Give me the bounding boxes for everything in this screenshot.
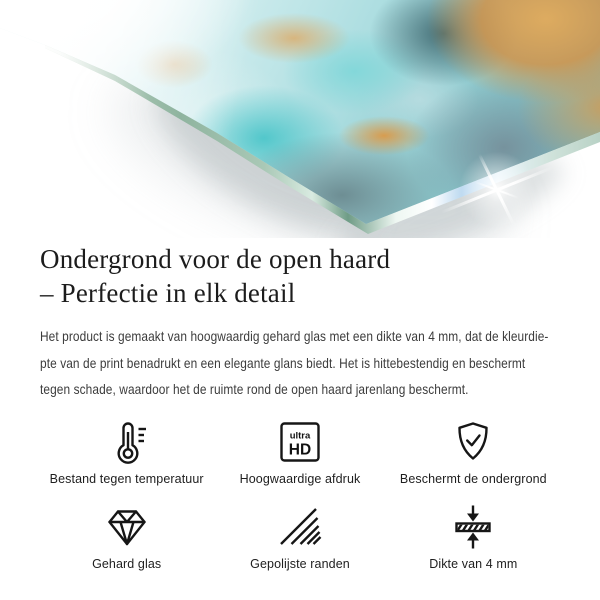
page-title (40, 242, 560, 310)
feature-protection (387, 417, 560, 486)
ultra-hd-icon-text-top: ultra (289, 430, 311, 441)
feature-label: Bestand tegen temperatuur (49, 471, 204, 486)
title-line-2: – Perfectie in elk detail (40, 278, 296, 308)
feature-polished-edges (213, 502, 386, 571)
shield-check-icon (449, 417, 497, 467)
feature-temperature (40, 417, 213, 486)
feature-label: Dikte van 4 mm (429, 556, 518, 571)
thickness-arrows-icon (449, 502, 497, 552)
title-line-1: Ondergrond voor de open haard (40, 244, 391, 274)
product-description (40, 323, 560, 403)
description-line: Het product is gemaakt van hoogwaardig gehard glas met een dikte van 4 mm, dat de kleurdie- (40, 328, 549, 344)
feature-thickness (387, 502, 560, 571)
ultra-hd-icon-text-bottom: HD (288, 441, 312, 458)
description-line: pte van de print benadrukt en een elegante glans biedt. Het is hittebestendig en beschermt (40, 354, 526, 371)
feature-label: Gepolijste randen (250, 556, 350, 571)
feature-label: Gehard glas (92, 556, 162, 571)
feature-label: Hoogwaardige afdruk (239, 471, 361, 486)
description-line: tegen schade, waardoor het de ruimte rond de open haard jarenlang beschermt. (40, 381, 469, 397)
diamond-icon (103, 502, 151, 552)
feature-print-quality (213, 417, 386, 486)
thermometer-icon (103, 417, 151, 467)
features-grid (40, 417, 560, 571)
feature-label: Beschermt de ondergrond (399, 471, 547, 486)
product-image (0, 0, 600, 238)
ultra-hd-icon (276, 417, 324, 467)
polished-edges-icon (276, 502, 324, 552)
feature-tempered-glass (40, 502, 213, 571)
